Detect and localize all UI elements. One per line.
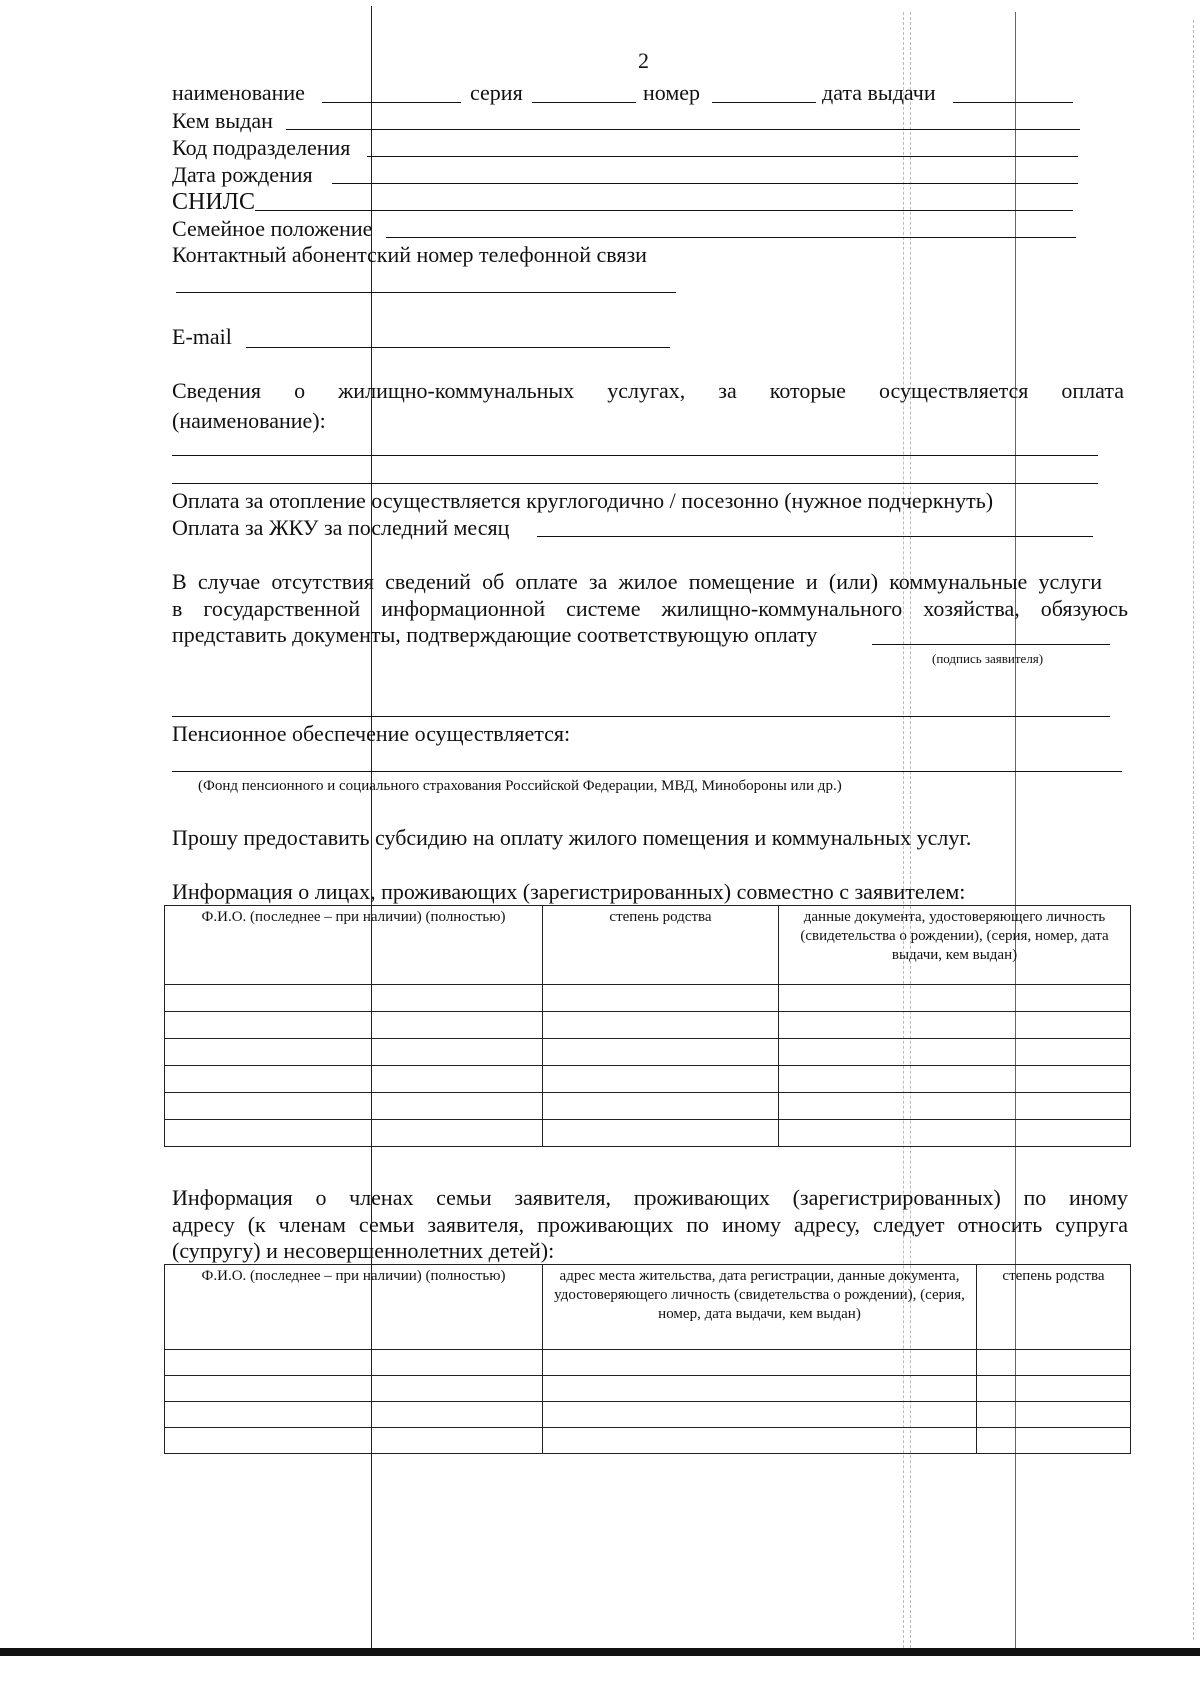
division-code-label: Код подразделения <box>172 135 351 160</box>
table-cell[interactable] <box>779 1120 1131 1147</box>
phone-label: Контактный абонентский номер телефонной связи <box>172 242 647 267</box>
birth-date-label: Дата рождения <box>172 162 313 187</box>
col-document-header: данные документа, удостоверяющего личность (свидетельства о рождении), (серия, номер, дата выдачи, кем выдан) <box>779 906 1131 985</box>
table-row <box>165 1350 1131 1376</box>
table-row <box>165 1039 1131 1066</box>
table-row <box>165 1120 1131 1147</box>
signature-hint: (подпись заявителя) <box>932 651 1044 666</box>
table-cell[interactable] <box>977 1402 1131 1428</box>
table-cell[interactable] <box>165 1012 543 1039</box>
free-line[interactable] <box>172 716 1110 717</box>
col-relation-header: степень родства <box>543 906 779 985</box>
table-cell[interactable] <box>165 1350 543 1376</box>
family-title-line-2-text: адресу (к членам семьи заявителя, проживающих по иному адресу, следует относить супруга <box>172 1212 1128 1237</box>
table-row <box>165 1093 1131 1120</box>
marital-status-field[interactable] <box>386 237 1076 238</box>
last-month-label: Оплата за ЖКУ за последний месяц <box>172 515 510 540</box>
col-address-header: адрес места жительства, дата регистрации, данные документа, удостоверяющего личность (свидетельства о рождении), (серия, номер, дата выдачи, кем выдан) <box>543 1265 977 1350</box>
table-cell[interactable] <box>543 1012 779 1039</box>
scan-edge <box>0 1648 1200 1656</box>
utilities-field-2[interactable] <box>172 483 1098 484</box>
phone-field[interactable] <box>176 292 676 293</box>
passport-issue-date-field[interactable] <box>953 102 1073 103</box>
table-row <box>165 1428 1131 1454</box>
issued-by-field[interactable] <box>286 129 1080 130</box>
pension-field[interactable] <box>172 771 1122 772</box>
family-title-line-3: (супругу) и несовершеннолетних детей): <box>172 1238 555 1263</box>
marital-status-label: Семейное положение <box>172 216 373 241</box>
obligation-line-3: представить документы, подтверждающие соответствующую оплату <box>172 622 818 647</box>
table-cell[interactable] <box>977 1376 1131 1402</box>
table-header-row <box>165 906 1131 985</box>
utilities-intro-text: Сведения о жилищно-коммунальных услугах, за которые осуществляется оплата <box>172 378 1124 403</box>
heating-text: Оплата за отопление осуществляется круглогодично / посезонно (нужное подчеркнуть) <box>172 488 994 513</box>
col-relation-header: степень родства <box>977 1265 1131 1350</box>
obligation-line-2-text: в государственной информационной системе жилищно-коммунального хозяйства, обязуюсь <box>172 596 1128 621</box>
obligation-line-1-text: В случае отсутствия сведений об оплате за жилое помещение и (или) коммунальные услуги <box>172 569 1102 594</box>
table-cell[interactable] <box>977 1350 1131 1376</box>
table-cell[interactable] <box>543 985 779 1012</box>
page-number: 2 <box>638 48 649 73</box>
table-cell[interactable] <box>165 1039 543 1066</box>
passport-name-field[interactable] <box>322 102 461 103</box>
table-row <box>165 1376 1131 1402</box>
issued-by-label: Кем выдан <box>172 108 273 133</box>
passport-issue-date-label: дата выдачи <box>822 80 936 105</box>
email-label: E-mail <box>172 324 232 349</box>
table-row <box>165 985 1131 1012</box>
passport-name-label: наименование <box>172 80 305 105</box>
utilities-intro-2: (наименование): <box>172 408 326 433</box>
col-fio-header: Ф.И.О. (последнее – при наличии) (полностью) <box>165 906 543 985</box>
cohabitants-table <box>164 905 1131 1147</box>
request-text: Прошу предоставить субсидию на оплату жилого помещения и коммунальных услуг. <box>172 825 972 850</box>
table-cell[interactable] <box>543 1066 779 1093</box>
obligation-line-1 <box>172 568 1102 595</box>
division-code-field[interactable] <box>367 156 1078 157</box>
utilities-intro <box>172 377 1124 404</box>
table-row <box>165 1012 1131 1039</box>
table-header-row <box>165 1265 1131 1350</box>
table-cell[interactable] <box>543 1350 977 1376</box>
table-cell[interactable] <box>779 985 1131 1012</box>
utilities-field-1[interactable] <box>172 455 1098 456</box>
signature-field[interactable] <box>872 644 1110 645</box>
table-cell[interactable] <box>543 1039 779 1066</box>
table-cell[interactable] <box>165 1120 543 1147</box>
table-cell[interactable] <box>165 1376 543 1402</box>
table-cell[interactable] <box>543 1376 977 1402</box>
passport-series-label: серия <box>470 80 523 105</box>
birth-date-field[interactable] <box>332 183 1078 184</box>
table-cell[interactable] <box>779 1039 1131 1066</box>
email-field[interactable] <box>246 347 670 348</box>
table-cell[interactable] <box>165 1093 543 1120</box>
table-cell[interactable] <box>543 1093 779 1120</box>
cohabitants-title: Информация о лицах, проживающих (зарегистрированных) совместно с заявителем: <box>172 879 966 904</box>
table-row <box>165 1066 1131 1093</box>
pension-hint: (Фонд пенсионного и социального страхования Российской Федерации, МВД, Минобороны или др.) <box>198 778 842 794</box>
table-cell[interactable] <box>165 985 543 1012</box>
table-cell[interactable] <box>977 1428 1131 1454</box>
family-title-line-1-text: Информация о членах семьи заявителя, проживающих (зарегистрированных) по иному <box>172 1185 1128 1210</box>
passport-series-field[interactable] <box>532 102 636 103</box>
family-table <box>164 1264 1131 1454</box>
table-row <box>165 1402 1131 1428</box>
col-fio-header: Ф.И.О. (последнее – при наличии) (полностью) <box>165 1265 543 1350</box>
table-cell[interactable] <box>543 1402 977 1428</box>
pension-label: Пенсионное обеспечение осуществляется: <box>172 721 571 746</box>
table-cell[interactable] <box>543 1120 779 1147</box>
table-cell[interactable] <box>165 1066 543 1093</box>
snils-label: СНИЛС <box>172 189 255 215</box>
obligation-line-2 <box>172 595 1128 622</box>
table-cell[interactable] <box>779 1093 1131 1120</box>
last-month-field[interactable] <box>537 536 1093 537</box>
family-title-line-2 <box>172 1211 1128 1238</box>
family-title-line-1 <box>172 1184 1128 1211</box>
scan-line <box>1193 20 1194 1640</box>
table-cell[interactable] <box>543 1428 977 1454</box>
table-cell[interactable] <box>779 1012 1131 1039</box>
table-cell[interactable] <box>165 1402 543 1428</box>
passport-number-label: номер <box>643 80 701 105</box>
passport-number-field[interactable] <box>712 102 816 103</box>
table-cell[interactable] <box>779 1066 1131 1093</box>
snils-field[interactable] <box>255 210 1073 211</box>
table-cell[interactable] <box>165 1428 543 1454</box>
